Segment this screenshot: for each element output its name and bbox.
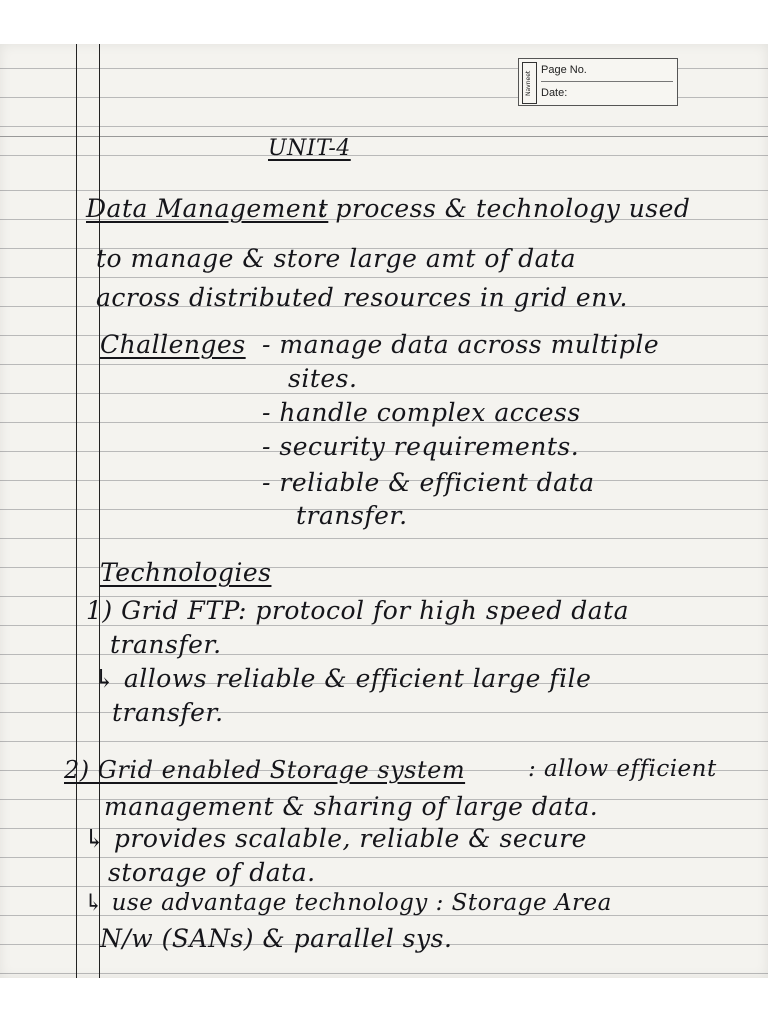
challenge-item: - manage data across multiple	[262, 330, 660, 359]
margin-line-outer	[76, 44, 77, 978]
page-header-box	[518, 58, 678, 106]
definition-line-3: across distributed resources in grid env.	[96, 283, 628, 312]
page-title: UNIT-4	[268, 136, 351, 161]
tech-1-desc-cont: transfer.	[110, 630, 222, 659]
definition-term: Data Management	[86, 194, 329, 223]
tech-2-desc: : allow efficient	[528, 756, 717, 782]
tech-2-desc-cont: management & sharing of large data.	[104, 792, 599, 821]
challenge-item: transfer.	[296, 501, 408, 530]
technologies-heading: Technologies	[100, 558, 272, 587]
tech-2-sub: ↳ use advantage technology : Storage Area	[84, 890, 612, 916]
definition-line-2: to manage & store large amt of data	[96, 244, 577, 273]
tech-1-sub: ↳ allows reliable & efficient large file	[94, 664, 592, 693]
tech-1-desc: : protocol for high speed data	[238, 596, 630, 625]
notebook-page	[0, 44, 768, 978]
tech-1-sub-cont: transfer.	[112, 698, 224, 727]
definition-line-1: : process & technology used	[318, 194, 691, 223]
date-label: Date:	[541, 87, 568, 99]
tech-2-sub-cont: storage of data.	[108, 858, 316, 887]
challenge-item: - handle complex access	[262, 398, 581, 427]
tech-2-sub: ↳ provides scalable, reliable & secure	[84, 824, 587, 853]
brand-logo: Navneet	[522, 62, 537, 104]
challenges-heading: Challenges	[100, 330, 246, 359]
challenge-item: sites.	[288, 364, 358, 393]
top-rule	[0, 136, 768, 137]
challenge-item: - security requirements.	[262, 432, 580, 461]
tech-1-term: 1) Grid FTP	[86, 596, 240, 625]
page-no-label: Page No.	[541, 59, 673, 82]
challenge-item: - reliable & efficient data	[262, 468, 595, 497]
tech-2-term: 2) Grid enabled Storage system	[64, 756, 466, 784]
tech-2-sub-cont: N/w (SANs) & parallel sys.	[100, 924, 453, 953]
